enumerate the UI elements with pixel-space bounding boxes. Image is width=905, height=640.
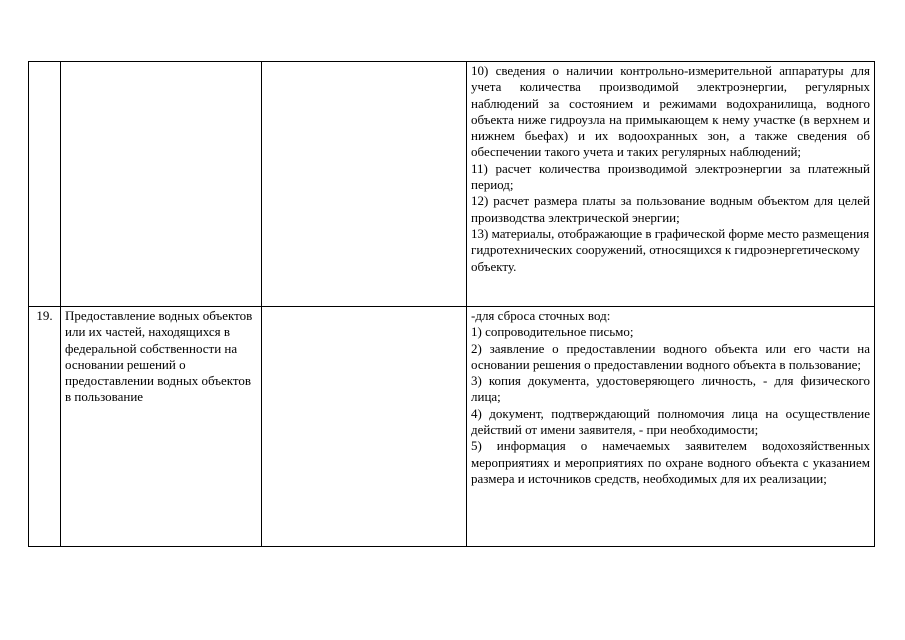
service-name-cell (61, 307, 262, 547)
document-item: 3) копия документа, удостоверяющего личность, - для физического лица; (471, 373, 870, 405)
documents-cell (467, 307, 875, 547)
document-item: 2) заявление о предоставлении водного объекта или его части на основании решения о предоставлении водного объекта в пользование; (471, 340, 870, 372)
document-item: 10) сведения о наличии контрольно-измерительной аппаратуры для учета количества производимой электроэнергии, регулярных наблюдений за состоянием и режимами водохранилища, водного объекта ниже гидроузла на примыкающем к нему участке (в верхнем и нижнем бьефах) и их водоохранных зон, а также сведения об обеспечении такого учета и таких регулярных наблюдений; (471, 63, 870, 160)
table-row (29, 62, 875, 307)
empty-cell (262, 62, 467, 307)
document-item: 12) расчет размера платы за пользование водным объектом для целей производства электрической энергии; (471, 193, 870, 225)
document-item: 1) сопроводительное письмо; (471, 324, 634, 340)
document-item: 5) информация о намечаемых заявителем водохозяйственных мероприятиях и мероприятиях по охране водного объекта с указанием размера и источников средств, необходимых для их реализации; (471, 438, 870, 486)
document-item: 11) расчет количества производимой электроэнергии за платежный период; (471, 160, 870, 193)
document-table (28, 61, 875, 547)
service-name-cell (61, 62, 262, 307)
documents-cell (467, 62, 875, 307)
empty-cell (262, 307, 467, 547)
document-item: 4) документ, подтверждающий полномочия лица на осуществление действий от имени заявителя, - при необходимости; (471, 405, 870, 438)
document-item: 13) материалы, отображающие в графической форме место размещения гидротехнических сооружений, относящихся к гидроэнергетическому объекту. (471, 225, 870, 274)
row-number: 19. (36, 308, 53, 323)
service-name: Предоставление водных объектов или их частей, находящихся в федеральной собственности на основании решений о предоставлении водных объектов в пользование (65, 308, 253, 405)
table-row (29, 307, 875, 547)
row-number-cell (29, 62, 61, 307)
document-item: -для сброса сточных вод: (471, 308, 611, 323)
row-number-cell (29, 307, 61, 547)
